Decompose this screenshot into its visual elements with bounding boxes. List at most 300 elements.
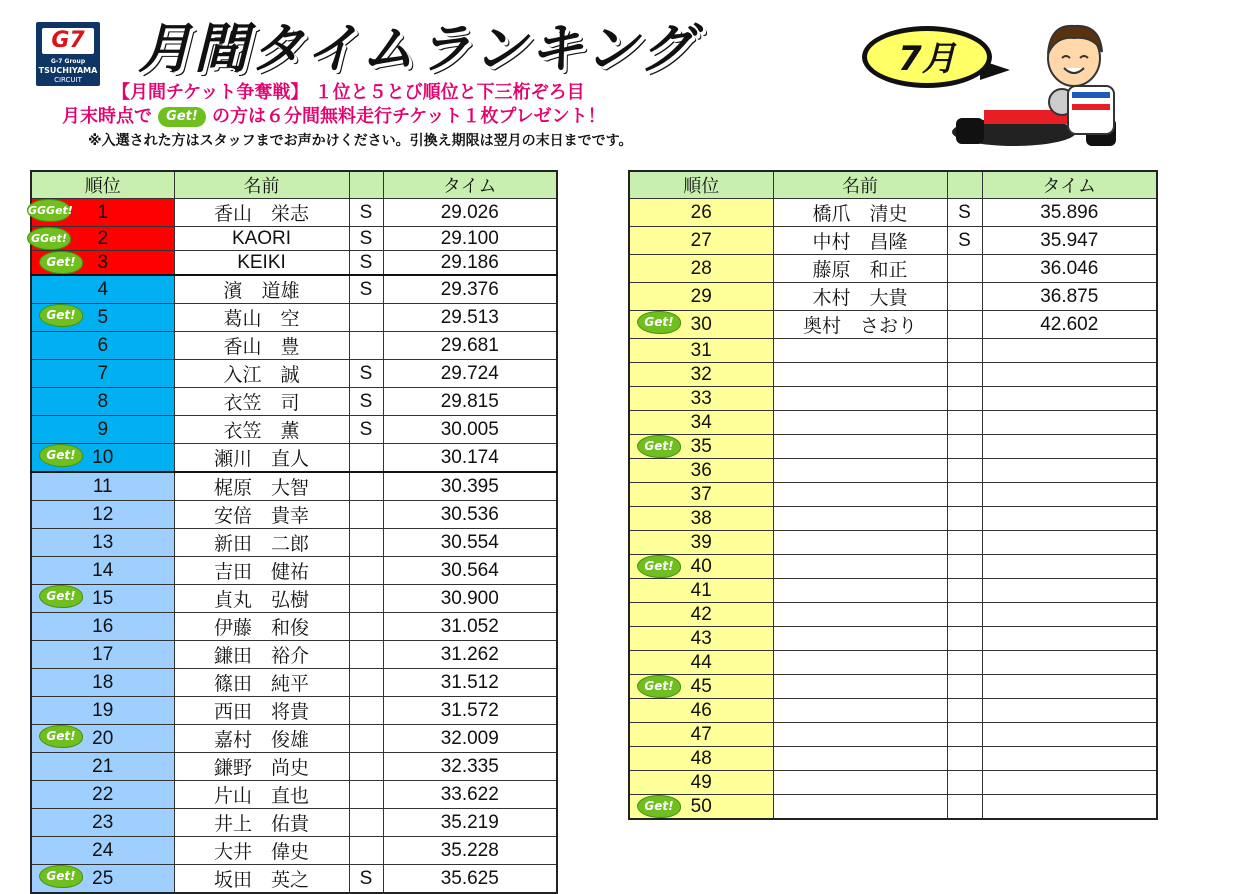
table-row (629, 795, 1157, 820)
ranking-table-right (628, 170, 1158, 820)
cell-time-text: 29.100 (440, 227, 499, 249)
cell-name (174, 641, 349, 669)
header-name: 名前 (174, 171, 349, 199)
cell-time (982, 435, 1157, 459)
cell-s (349, 557, 383, 585)
cell-rank-text: 2 (97, 227, 109, 249)
cell-s (349, 613, 383, 641)
cell-s-text: S (958, 229, 971, 251)
cell-rank-text: 10 (92, 446, 114, 468)
cell-name-text: 伊藤 和俊 (213, 618, 309, 639)
cell-rank-text: 21 (92, 755, 114, 777)
cell-time (383, 275, 557, 304)
table-row (31, 641, 557, 669)
cell-rank (629, 387, 773, 411)
cell-time (982, 483, 1157, 507)
notice-line-2-pre: 月末時点で (62, 106, 152, 127)
table-row (629, 531, 1157, 555)
get-badge-icon: Get! (638, 556, 680, 577)
cell-name-text: 木村 大貴 (812, 288, 908, 309)
table-row (31, 472, 557, 501)
cell-s (349, 332, 383, 360)
cell-name-text: 衣笠 薫 (223, 421, 300, 442)
cell-rank (629, 507, 773, 531)
header-time: タイム (982, 171, 1157, 199)
cell-s (349, 865, 383, 894)
cell-name (773, 579, 947, 603)
cell-s (349, 585, 383, 613)
cell-time (982, 311, 1157, 339)
cell-rank-text: 38 (690, 507, 712, 529)
cell-name (174, 388, 349, 416)
cell-s-text: S (958, 201, 971, 223)
cell-rank (629, 435, 773, 459)
cell-rank-text: 27 (690, 229, 712, 251)
cell-time-text: 30.554 (440, 531, 499, 553)
cell-rank-text: 26 (690, 201, 712, 223)
cell-name-text: 鎌野 尚史 (213, 758, 309, 779)
get-badge-icon: Get! (40, 866, 82, 887)
cell-name-text: 瀬川 直人 (213, 449, 309, 470)
cell-rank (629, 603, 773, 627)
cell-name (174, 585, 349, 613)
cell-s (349, 725, 383, 753)
table-row (629, 579, 1157, 603)
cell-time (383, 753, 557, 781)
cell-rank-text: 7 (97, 362, 109, 384)
table-row (31, 669, 557, 697)
cell-rank-text: 25 (92, 867, 114, 889)
table-row (31, 251, 557, 276)
cell-time (982, 771, 1157, 795)
cell-s (947, 255, 982, 283)
cell-time-text: 29.815 (440, 390, 499, 412)
cell-time (383, 697, 557, 725)
get-badge-icon: Get! (638, 312, 680, 333)
cell-rank (31, 388, 174, 416)
cell-rank (31, 809, 174, 837)
cell-s (349, 697, 383, 725)
cell-name (773, 795, 947, 820)
cell-s (947, 459, 982, 483)
cell-s (349, 304, 383, 332)
get-badge-icon: Get! (40, 445, 82, 466)
cell-time (383, 809, 557, 837)
header-rank: 順位 (629, 171, 773, 199)
cell-s (947, 363, 982, 387)
cell-name (174, 251, 349, 276)
cell-time-text: 29.681 (440, 334, 499, 356)
cell-s (947, 311, 982, 339)
cell-name-text: 吉田 健祐 (213, 562, 309, 583)
cell-time-text: 30.536 (440, 503, 499, 525)
cell-time (383, 585, 557, 613)
table-row (629, 459, 1157, 483)
table-row (31, 613, 557, 641)
cell-s (947, 531, 982, 555)
cell-name-text: 衣笠 司 (223, 393, 300, 414)
cell-rank-text: 1 (97, 201, 109, 223)
cell-rank (629, 363, 773, 387)
table-row (31, 388, 557, 416)
cell-name (174, 669, 349, 697)
cell-rank (629, 283, 773, 311)
table-row (31, 781, 557, 809)
cell-name (773, 555, 947, 579)
cell-rank (31, 251, 174, 276)
cell-name-text: 貞丸 弘樹 (213, 590, 309, 611)
cell-name-text: 大井 偉史 (213, 842, 309, 863)
cell-rank-text: 23 (92, 811, 114, 833)
cell-time (982, 579, 1157, 603)
cell-rank (31, 472, 174, 501)
table-row (31, 227, 557, 251)
cell-name-text: 新田 二郎 (213, 534, 309, 555)
cell-time (982, 339, 1157, 363)
table-row (31, 332, 557, 360)
cell-name-text: 西田 将貴 (213, 702, 309, 723)
cell-rank (31, 613, 174, 641)
cell-time (982, 795, 1157, 820)
cell-name-text: 篠田 純平 (213, 674, 309, 695)
cell-s-text: S (359, 227, 373, 249)
mascot-kart-illustration (944, 14, 1144, 154)
table-row (629, 255, 1157, 283)
cell-time (383, 501, 557, 529)
cell-name-text: 嘉村 俊雄 (213, 730, 309, 751)
cell-name (773, 483, 947, 507)
cell-rank (31, 697, 174, 725)
cell-rank (31, 837, 174, 865)
cell-name (174, 613, 349, 641)
header-name: 名前 (773, 171, 947, 199)
cell-rank (31, 227, 174, 251)
cell-time (982, 363, 1157, 387)
cell-name-text: 香山 豊 (223, 337, 300, 358)
cell-time (982, 651, 1157, 675)
circuit-logo (36, 22, 100, 86)
cell-rank-text: 39 (690, 531, 712, 553)
cell-rank (31, 725, 174, 753)
logo-line1: G-7 Group (50, 58, 86, 65)
table-row (31, 753, 557, 781)
cell-name-text: 濱 道雄 (223, 281, 300, 302)
cell-rank (629, 675, 773, 699)
cell-name (773, 339, 947, 363)
cell-name (174, 837, 349, 865)
cell-s (349, 416, 383, 444)
cell-time (383, 251, 557, 276)
table-header (629, 171, 1157, 199)
cell-name-text: 坂田 英之 (213, 870, 309, 891)
cell-rank-text: 12 (92, 503, 114, 525)
cell-s (947, 227, 982, 255)
cell-s (349, 251, 383, 276)
cell-name-text: 安倍 貴幸 (213, 506, 309, 527)
cell-rank-text: 34 (690, 411, 712, 433)
cell-s-text: S (359, 201, 373, 223)
logo-line2: TSUCHIYAMA (38, 66, 98, 75)
cell-time (982, 283, 1157, 311)
cell-name (773, 363, 947, 387)
cell-name (174, 199, 349, 227)
cell-name (773, 255, 947, 283)
cell-name (174, 809, 349, 837)
cell-name-text: 橋爪 清史 (812, 204, 908, 225)
table-row (31, 725, 557, 753)
cell-rank-text: 5 (97, 306, 109, 328)
cell-time-text: 32.335 (440, 755, 499, 777)
cell-name-text: 藤原 和正 (812, 260, 908, 281)
cell-s (349, 641, 383, 669)
cell-time-text: 31.262 (440, 643, 499, 665)
cell-s (947, 411, 982, 435)
cell-time-text: 36.875 (1040, 285, 1099, 307)
cell-rank (31, 416, 174, 444)
table-row (31, 360, 557, 388)
cell-rank-text: 24 (92, 839, 114, 861)
cell-time (383, 199, 557, 227)
cell-s (349, 472, 383, 501)
cell-name (773, 651, 947, 675)
cell-name (174, 501, 349, 529)
cell-time (383, 332, 557, 360)
cell-s (349, 227, 383, 251)
cell-name-text: 梶原 大智 (213, 478, 309, 499)
cell-s (947, 579, 982, 603)
cell-s (947, 627, 982, 651)
cell-name (174, 444, 349, 473)
get-badge-icon: Get! (40, 305, 82, 326)
cell-name-text: 葛山 空 (223, 309, 300, 330)
cell-time-text: 30.005 (440, 418, 499, 440)
table-row (31, 501, 557, 529)
cell-rank (31, 641, 174, 669)
cell-name (773, 747, 947, 771)
cell-time (383, 444, 557, 473)
cell-time (383, 388, 557, 416)
cell-rank (31, 501, 174, 529)
cell-name (174, 227, 349, 251)
cell-s (349, 199, 383, 227)
ranking-table-left (30, 170, 558, 894)
cell-name (174, 472, 349, 501)
cell-time (982, 675, 1157, 699)
table-row (629, 747, 1157, 771)
cell-time-text: 35.625 (440, 867, 499, 889)
cell-rank (31, 304, 174, 332)
cell-rank-text: 20 (92, 727, 114, 749)
cell-s (947, 747, 982, 771)
cell-s (349, 444, 383, 473)
cell-name (174, 865, 349, 894)
cell-time (383, 416, 557, 444)
table-row (629, 771, 1157, 795)
get-badge-icon: Get! (40, 586, 82, 607)
cell-name (174, 332, 349, 360)
table-row (629, 283, 1157, 311)
cell-time (982, 507, 1157, 531)
table-row (629, 483, 1157, 507)
cell-s (947, 199, 982, 227)
cell-rank-text: 37 (690, 483, 712, 505)
cell-name (174, 697, 349, 725)
table-row (31, 585, 557, 613)
cell-time (383, 613, 557, 641)
cell-rank (31, 585, 174, 613)
cell-name (174, 725, 349, 753)
cell-rank (629, 311, 773, 339)
cell-time-text: 35.228 (440, 839, 499, 861)
cell-time (982, 627, 1157, 651)
cell-name (773, 283, 947, 311)
cell-rank-text: 15 (92, 587, 114, 609)
cell-time (383, 557, 557, 585)
cell-time (383, 304, 557, 332)
table-row (31, 697, 557, 725)
cell-rank (629, 699, 773, 723)
cell-rank-text: 19 (92, 699, 114, 721)
notice-line-2 (62, 102, 882, 128)
cell-time-text: 35.947 (1040, 229, 1099, 251)
cell-s (947, 675, 982, 699)
notice-line-1: 【月間チケット争奪戦】 １位と５とび順位と下三桁ぞろ目 (112, 82, 585, 103)
cell-rank (629, 411, 773, 435)
cell-name-text: KEIKI (237, 251, 286, 273)
cell-rank (629, 795, 773, 820)
cell-rank (31, 444, 174, 473)
get-badge-icon: Get! (638, 796, 680, 817)
cell-s-text: S (359, 390, 373, 412)
cell-rank-text: 16 (92, 615, 114, 637)
get-badge-icon: Get! (40, 252, 82, 273)
get-badge-icon: Get! (638, 436, 680, 457)
cell-time (383, 227, 557, 251)
cell-rank (28, 199, 174, 227)
cell-time (383, 472, 557, 501)
cell-name (773, 675, 947, 699)
cell-time (383, 529, 557, 557)
cell-time-text: 42.602 (1040, 313, 1099, 335)
cell-s (349, 275, 383, 304)
table-row (31, 304, 557, 332)
cell-rank (629, 483, 773, 507)
cell-time (383, 837, 557, 865)
cell-time (982, 387, 1157, 411)
cell-name (773, 603, 947, 627)
cell-time-text: 33.622 (440, 783, 499, 805)
table-row (629, 555, 1157, 579)
cell-name (174, 781, 349, 809)
table-row (31, 529, 557, 557)
cell-rank (31, 275, 174, 304)
table-row (629, 227, 1157, 255)
cell-s (349, 809, 383, 837)
cell-time-text: 29.376 (440, 278, 499, 300)
cell-rank (31, 557, 174, 585)
cell-rank-text: 35 (690, 435, 712, 457)
cell-rank-text: 42 (690, 603, 712, 625)
cell-rank-text: 44 (690, 651, 712, 673)
cell-rank (629, 579, 773, 603)
table-row (629, 675, 1157, 699)
table-row (629, 339, 1157, 363)
table-row (629, 627, 1157, 651)
cell-name-text: 井上 佑貴 (213, 814, 309, 835)
cell-rank-text: 46 (690, 699, 712, 721)
cell-rank-text: 18 (92, 671, 114, 693)
cell-time (383, 669, 557, 697)
get-badge-icon: Get! (158, 107, 206, 127)
table-row (629, 507, 1157, 531)
cell-time (982, 699, 1157, 723)
cell-rank-text: 28 (690, 257, 712, 279)
cell-rank (629, 339, 773, 363)
cell-time (982, 747, 1157, 771)
cell-name-text: 鎌田 裕介 (213, 646, 309, 667)
cell-name-text: 奥村 さおり (802, 316, 917, 337)
cell-name (773, 699, 947, 723)
cell-time-text: 31.572 (440, 699, 499, 721)
cell-rank-text: 9 (97, 418, 109, 440)
cell-time (982, 723, 1157, 747)
table-header (31, 171, 557, 199)
get-badge-icon: Get! (638, 676, 680, 697)
cell-s (349, 360, 383, 388)
cell-s (947, 603, 982, 627)
cell-rank-text: 3 (97, 251, 109, 273)
cell-s-text: S (359, 867, 373, 889)
table-row (31, 444, 557, 473)
cell-name (174, 360, 349, 388)
cell-name (174, 416, 349, 444)
cell-name (174, 753, 349, 781)
cell-rank-text: 13 (92, 531, 114, 553)
cell-name (773, 311, 947, 339)
table-row (629, 723, 1157, 747)
cell-time (982, 459, 1157, 483)
cell-time-text: 31.052 (440, 615, 499, 637)
cell-rank-text: 41 (690, 579, 712, 601)
cell-rank-text: 6 (97, 334, 109, 356)
cell-name (773, 723, 947, 747)
cell-rank (629, 199, 773, 227)
cell-s-text: S (359, 418, 373, 440)
cell-time-text: 31.512 (440, 671, 499, 693)
cell-rank-text: 4 (97, 278, 109, 300)
cell-rank (629, 747, 773, 771)
cell-time-text: 30.564 (440, 559, 499, 581)
cell-rank (629, 227, 773, 255)
cell-rank (629, 771, 773, 795)
cell-rank (31, 360, 174, 388)
cell-rank (31, 865, 174, 894)
cell-time (982, 603, 1157, 627)
cell-s (947, 387, 982, 411)
cell-s (349, 753, 383, 781)
cell-rank (31, 781, 174, 809)
cell-time (383, 360, 557, 388)
notice-line-3: ※入選された方はスタッフまでお声かけください。引換え期限は翌月の末日までです。 (88, 133, 633, 149)
cell-s (947, 435, 982, 459)
cell-s (349, 781, 383, 809)
cell-time (383, 725, 557, 753)
cell-s (947, 507, 982, 531)
cell-name-text: 香山 栄志 (213, 204, 309, 225)
cell-rank-text: 40 (690, 555, 712, 577)
cell-name (773, 387, 947, 411)
table-row (629, 311, 1157, 339)
